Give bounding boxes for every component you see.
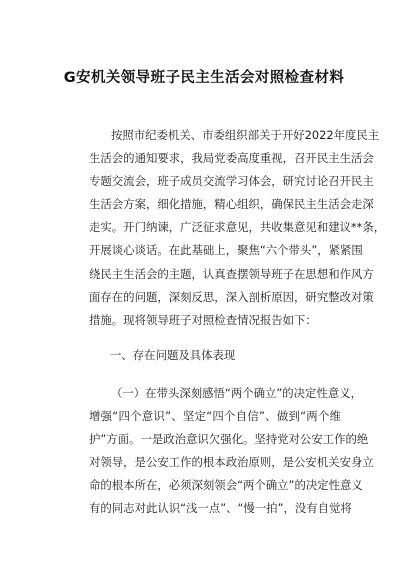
paragraph-line: 生活会方案，细化措施，精心组织，确保民主生活会走深 (89, 197, 374, 212)
paragraph-line: 绕民主生活会的主题，认真查摆领导班子在思想和作风方 (89, 266, 374, 281)
paragraph-line: 护”方面。一是政治意识欠强化。坚持党对公安工作的绝 (89, 432, 369, 447)
paragraph-line: 专题交流会，班子成员交流学习体会，研究讨论召开民主 (89, 174, 374, 189)
paragraph-line: 措施。现将领导班子对照检查情况报告如下： (89, 312, 317, 327)
paragraph-line: 生活会的通知要求，我局党委高度重视，召开民主生活会 (89, 151, 374, 166)
paragraph-line: 面存在的问题，深刻反思，深入剖析原因，研究整改对策 (89, 289, 374, 304)
paragraph-line: 命的根本所在，必须深刻领会“两个确立”的决定性意义 (89, 478, 363, 493)
section-paragraph (89, 382, 374, 521)
paragraph-line: 按照市纪委机关、市委组织部关于开好2022年度民主 (111, 128, 380, 142)
paragraph-line: 有的同志对此认识“浅一点”、“慢一拍”，没有自觉将 (89, 501, 352, 516)
paragraph-line: 增强“四个意识”、坚定“四个自信”、做到“两个维 (89, 409, 341, 424)
section-heading: 一、存在问题及具体表现 (110, 348, 236, 362)
intro-paragraph (89, 124, 386, 332)
document-title: G安机关领导班子民主生活会对照检查材料 (63, 70, 345, 86)
paragraph-line: 对领导，是公安工作的根本政治原则，是公安机关安身立 (89, 455, 374, 470)
paragraph-line: 开展谈心谈话。在此基础上，聚焦“六个带头”，紧紧围 (89, 243, 363, 258)
paragraph-line: （一）在带头深刻感悟“两个确立”的决定性意义， (111, 386, 363, 400)
paragraph-line: 走实。开门纳谏，广泛征求意见，共收集意见和建议**条， (89, 220, 386, 235)
